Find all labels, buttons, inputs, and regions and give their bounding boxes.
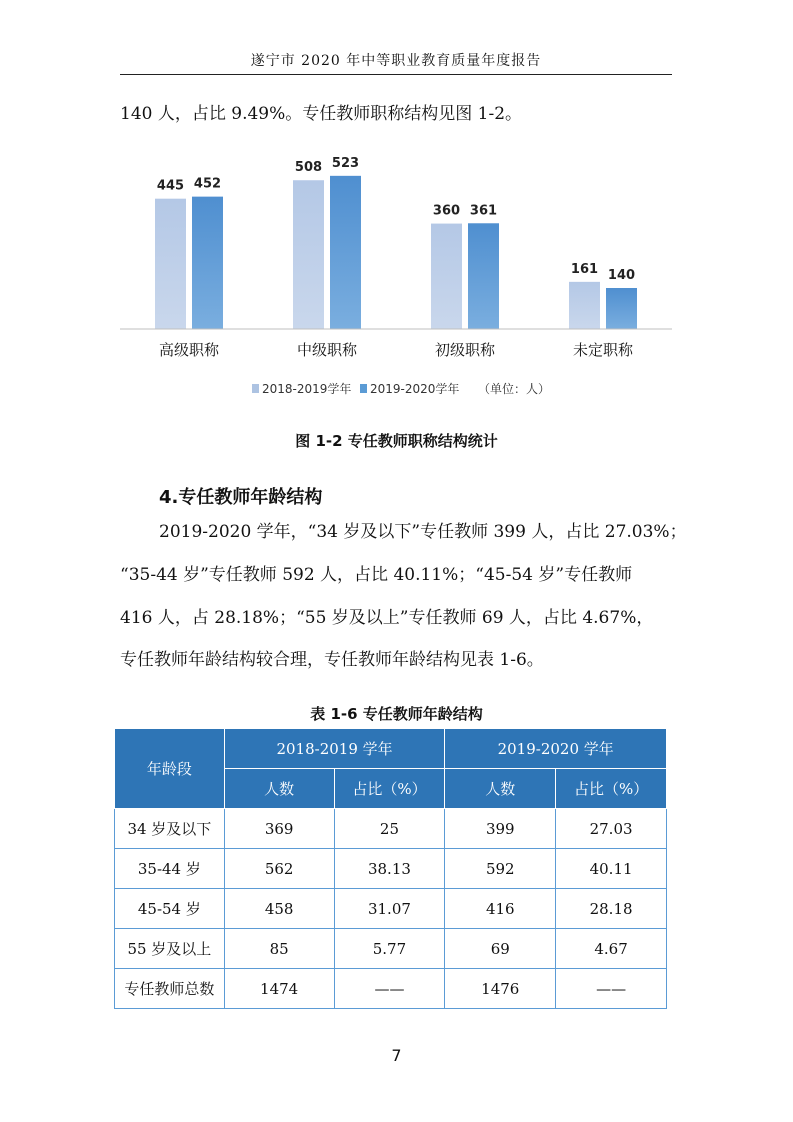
header-year-2019-2020: 2019-2020 学年	[445, 729, 667, 769]
header-year-2018-2019: 2018-2019 学年	[224, 729, 445, 769]
table-cell: 31.07	[334, 889, 445, 929]
section-title: 4.专任教师年龄结构	[159, 487, 323, 508]
table-cell: 69	[445, 929, 556, 969]
chart-legend-swatch	[252, 384, 259, 393]
paragraph-intro: 140 人，占比 9.49%。专任教师职称结构见图 1-2。	[120, 104, 523, 124]
header-rule	[120, 74, 672, 75]
chart-bar-高级职称-2019-2020学年	[192, 197, 223, 329]
table-row	[115, 929, 667, 969]
table-cell: 369	[224, 809, 334, 849]
chart-data-label: 445	[156, 178, 185, 194]
table-cell: 592	[445, 849, 556, 889]
subheader-percent: 占比（%）	[556, 769, 667, 809]
paragraph-age-line2: “35-44 岁”专任教师 592 人，占比 40.11%；“45-54 岁”专任教师	[120, 565, 633, 585]
paragraph-age-line1: 2019-2020 学年，“34 岁及以下”专任教师 399 人，占比 27.03%；	[159, 522, 687, 542]
table-cell: 562	[224, 849, 334, 889]
chart-bar-中级职称-2019-2020学年	[330, 176, 361, 329]
paragraph-age-line4: 专任教师年龄结构较合理，专任教师年龄结构见表 1-6。	[120, 650, 544, 670]
table-cell: 85	[224, 929, 334, 969]
chart-unit-note: （单位：人）	[478, 382, 551, 396]
table-cell: 5.77	[334, 929, 445, 969]
table-cell: ——	[556, 969, 667, 1009]
chart-data-label: 360	[432, 203, 461, 219]
table-row	[115, 969, 667, 1009]
table-cell: 38.13	[334, 849, 445, 889]
age-structure-table	[114, 728, 667, 1009]
table-cell: 458	[224, 889, 334, 929]
table-row	[115, 809, 667, 849]
subheader-count: 人数	[224, 769, 334, 809]
table-cell: 40.11	[556, 849, 667, 889]
chart-data-label: 452	[193, 176, 222, 192]
table-cell: 55 岁及以上	[115, 929, 225, 969]
table-cell: ——	[334, 969, 445, 1009]
title-structure-chart	[110, 155, 690, 415]
table-cell: 1474	[224, 969, 334, 1009]
chart-bar-未定职称-2019-2020学年	[606, 288, 637, 329]
chart-data-label: 508	[294, 160, 323, 176]
table-cell: 28.18	[556, 889, 667, 929]
page-header: 遂宁市 2020 年中等职业教育质量年度报告	[250, 53, 542, 69]
table-cell: 专任教师总数	[115, 969, 225, 1009]
figure-caption: 图 1-2 专任教师职称结构统计	[295, 432, 498, 450]
table-cell: 45-54 岁	[115, 889, 225, 929]
chart-category-label: 中级职称	[296, 341, 358, 359]
chart-bar-未定职称-2018-2019学年	[569, 282, 600, 329]
chart-legend-label: 2018-2019学年	[262, 382, 352, 396]
chart-data-label: 140	[607, 268, 636, 283]
paragraph-age-line3: 416 人，占 28.18%；“55 岁及以上”专任教师 69 人，占比 4.67%，	[120, 608, 654, 628]
subheader-percent: 占比（%）	[334, 769, 445, 809]
table-caption: 表 1-6 专任教师年龄结构	[310, 705, 483, 723]
page-number: 7	[391, 1046, 402, 1065]
table-cell: 25	[334, 809, 445, 849]
table-row	[115, 889, 667, 929]
chart-category-label: 初级职称	[434, 341, 496, 359]
chart-category-label: 未定职称	[572, 341, 634, 359]
chart-bar-中级职称-2018-2019学年	[293, 180, 324, 329]
chart-bar-初级职称-2018-2019学年	[431, 224, 462, 329]
chart-data-label: 161	[570, 261, 599, 277]
table-row	[115, 849, 667, 889]
table-cell: 27.03	[556, 809, 667, 849]
chart-category-label: 高级职称	[158, 341, 220, 359]
table-cell: 4.67	[556, 929, 667, 969]
table-cell: 35-44 岁	[115, 849, 225, 889]
table-cell: 1476	[445, 969, 556, 1009]
header-age-group: 年龄段	[115, 729, 225, 809]
table-cell: 416	[445, 889, 556, 929]
chart-data-label: 523	[331, 155, 360, 171]
chart-legend-label: 2019-2020学年	[370, 382, 460, 396]
chart-bar-初级职称-2019-2020学年	[468, 223, 499, 329]
chart-data-label: 361	[469, 203, 498, 219]
subheader-count: 人数	[445, 769, 556, 809]
table-cell: 399	[445, 809, 556, 849]
chart-bar-高级职称-2018-2019学年	[155, 199, 186, 329]
table-cell: 34 岁及以下	[115, 809, 225, 849]
chart-legend-swatch	[360, 384, 367, 393]
